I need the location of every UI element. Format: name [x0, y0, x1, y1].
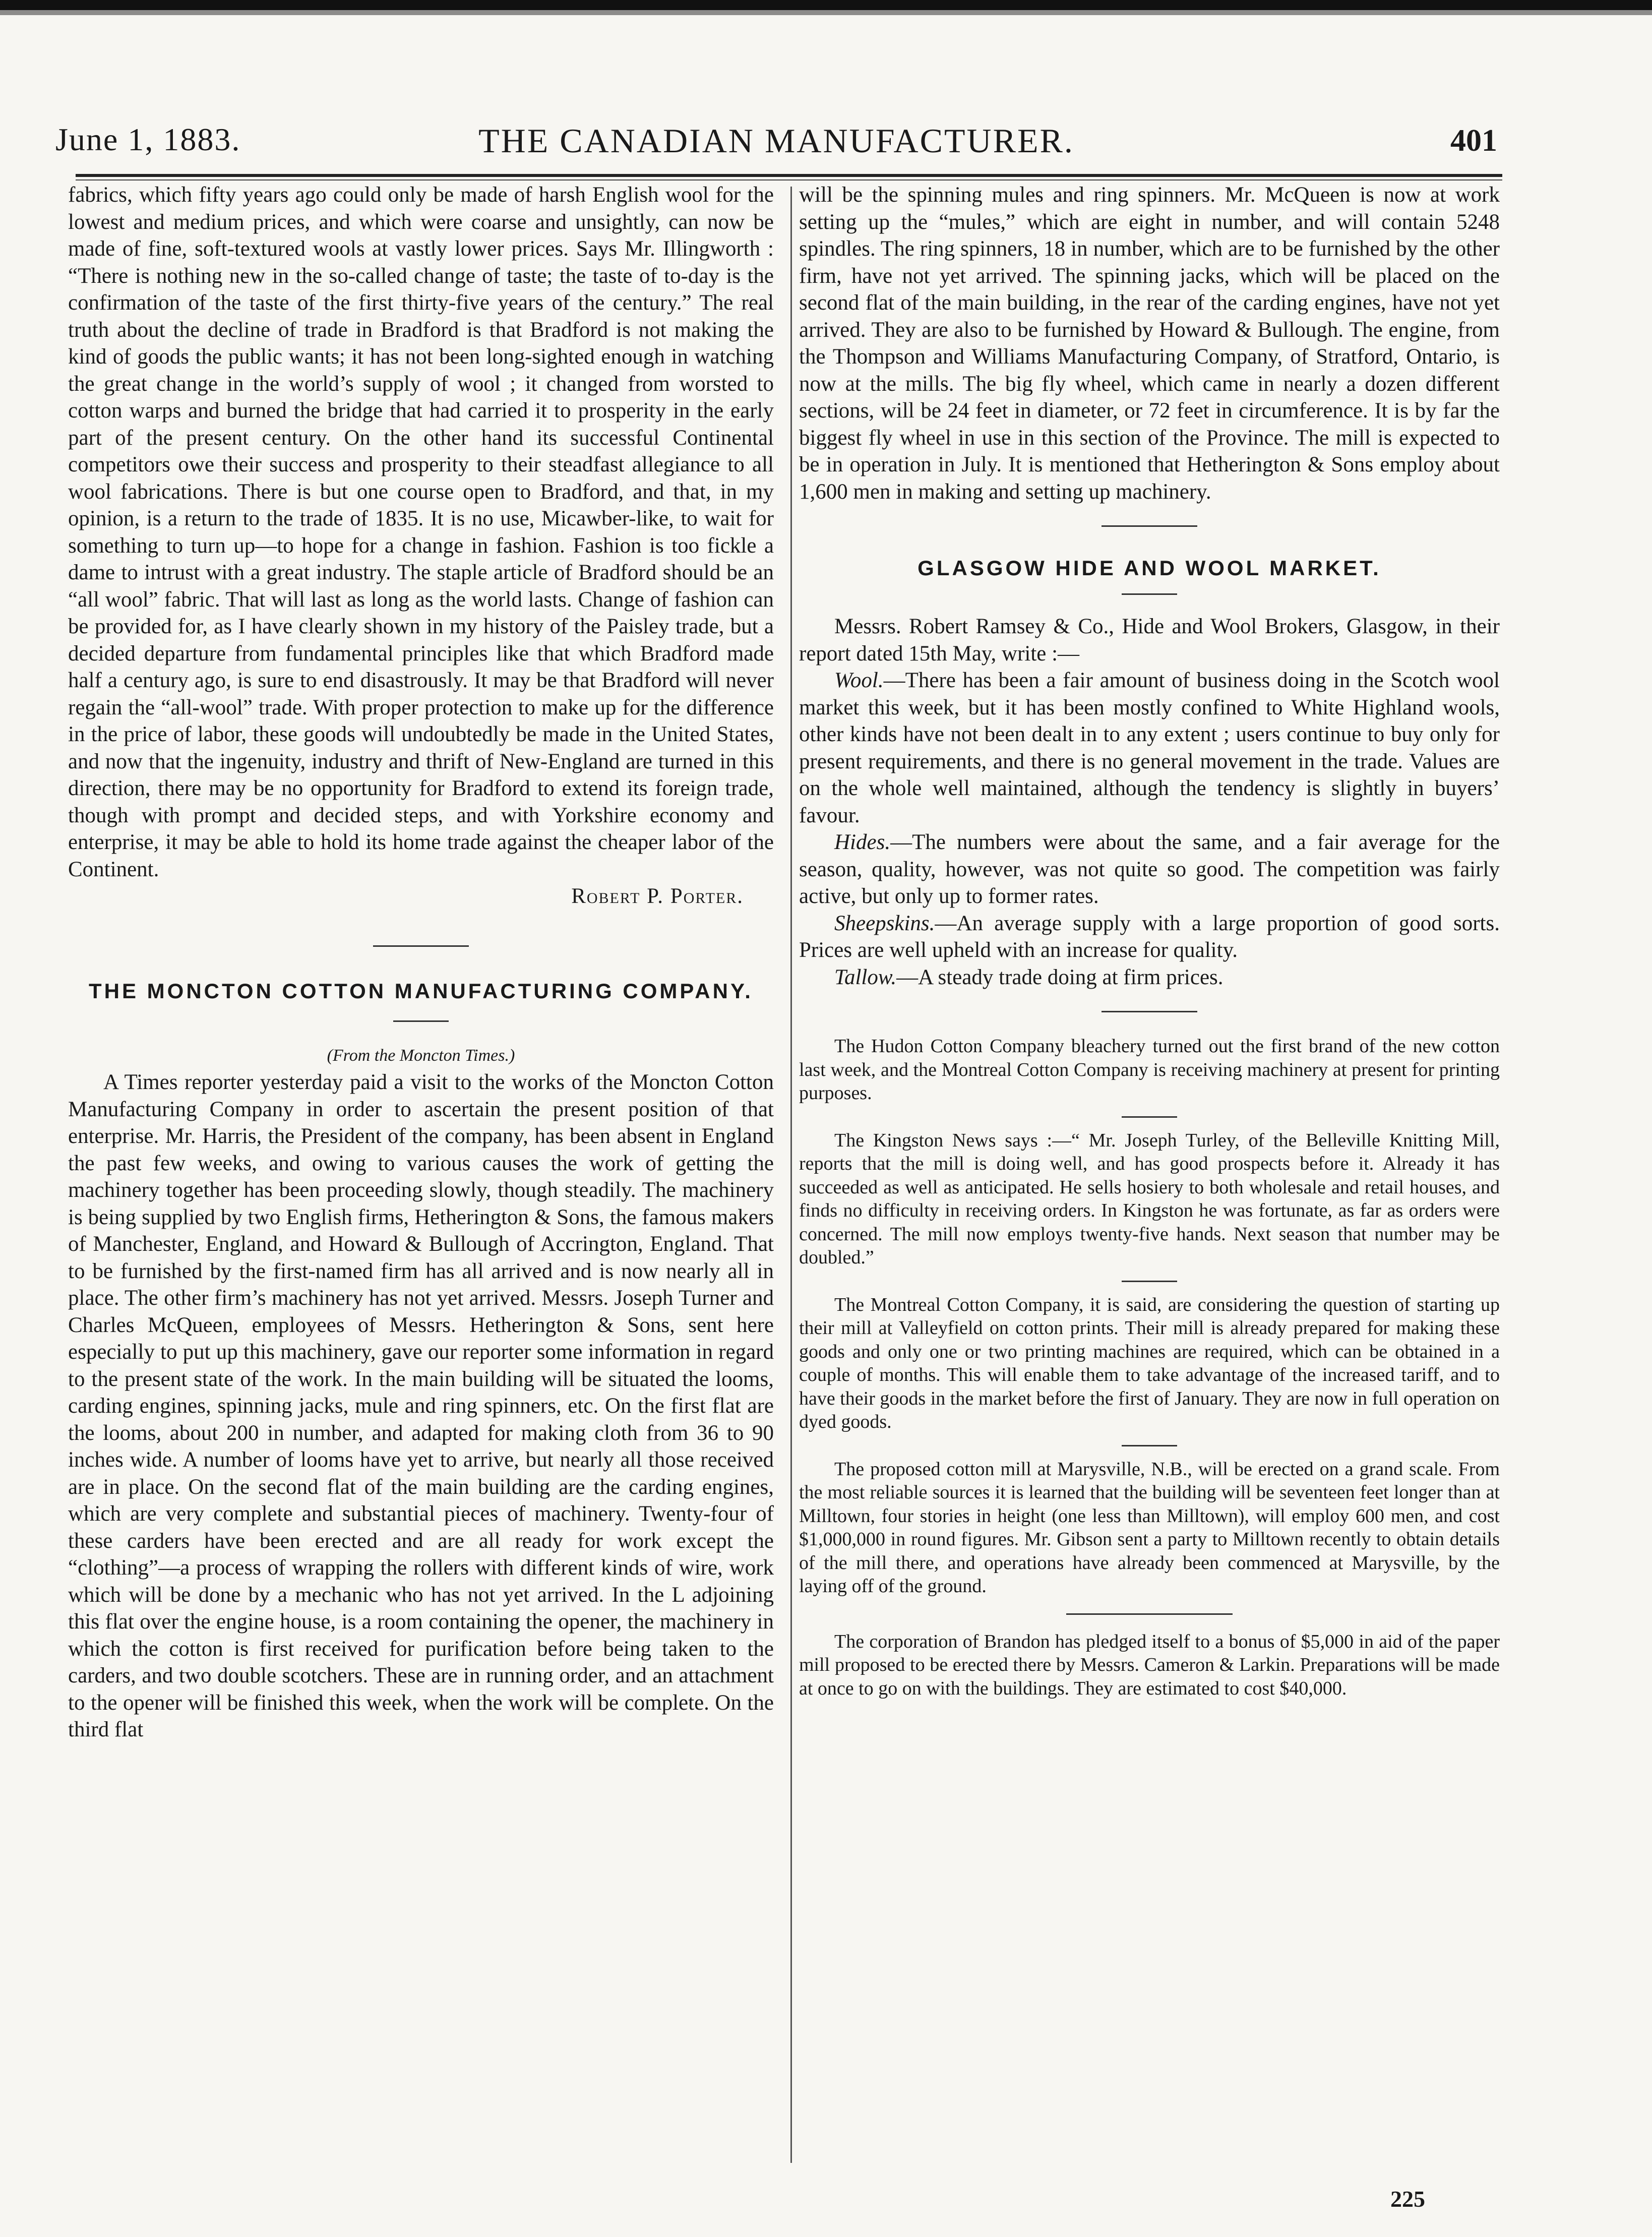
wool-label: Wool.	[834, 669, 884, 692]
top-border	[0, 0, 1652, 10]
page-header	[55, 116, 1497, 171]
wool-text: —There has been a fair amount of business doing in the Scotch wool market this week, but it has been mostly confined to White Highland wools, other kinds have not been dealt in to any extent ; users continue to buy only for present requirements, and there is no general movement in the trade. Values are on the whole well maintained, although the tendency is slightly in buyers’ favour.	[799, 669, 1500, 827]
hides-label: Hides.	[834, 830, 891, 854]
section-divider	[1102, 525, 1197, 527]
glasgow-intro: Messrs. Robert Ramsey & Co., Hide and Wool Brokers, Glasgow, in their report dated 15th May, write :—	[799, 615, 1500, 666]
wool-report	[799, 667, 1500, 829]
moncton-article-continued: will be the spinning mules and ring spinners. Mr. McQueen is now at work setting up the “mules,” which are eight in number, and will contain 5248 spindles. The ring spinners, 18 in number, which are to be furnished by the other firm, have not yet arrived. The spinning jacks, which will be placed on the second flat of the main building, in the rear of the carding engines, have not yet arrived. They are also to be furnished by Howard & Bullough. The engine, from the Thompson and Williams Manufacturing Company, of Stratford, Ontario, is now at the mills. The big fly wheel, which came in nearly a dozen different sections, will be 24 feet in diameter, or 72 feet in circumference. It is by far the biggest fly wheel in use in this section of the Province. The mill is expected to be in operation in July. It is mentioned that Hetherington & Sons employ about 1,600 men in making and setting up machinery.	[799, 183, 1500, 504]
tallow-label: Tallow.	[834, 965, 897, 989]
montreal-note: The Montreal Cotton Company, it is said, are considering the question of starting up their mill at Valleyfield on cotton prints. Their mill is already prepared for making these goods and only one or two printing machines are required, which can be obtained in a couple of months. This will enable them to take advantage of the increased tariff, and to have their goods in the market before the first of January. They are now in full operation on dyed goods.	[799, 1294, 1500, 1432]
brandon-note: The corporation of Brandon has pledged itself to a bonus of $5,000 in aid of the paper mill proposed to be erected there by Messrs. Cameron & Larkin. Preparations will be made at once to go on with the buildings. They are estimated to cost $40,000.	[799, 1630, 1500, 1699]
sheepskins-label: Sheepskins.	[834, 911, 935, 935]
column-separator	[790, 187, 792, 2163]
marysville-note: The proposed cotton mill at Marysville, N.B., will be erected on a grand scale. From the most reliable sources it is learned that the building will be seventeen feet longer than at Milltown, four stories in height (one less than Milltown), will employ 600 men, and cost $1,000,000 in round figures. Mr. Gibson sent a party to Milltown recently to obtain details of the mill there, and operations have already been commenced at Marysville, by the laying off of the ground.	[799, 1458, 1500, 1597]
publication-title: THE CANADIAN MANUFACTURER.	[478, 122, 1074, 160]
moncton-source: (From the Moncton Times.)	[327, 1046, 515, 1065]
section-divider	[1102, 1011, 1197, 1012]
hides-text: —The numbers were about the same, and a fair average for the season, quality, however, was not quite so good. The competition was fairly active, but only up to former rates.	[799, 830, 1500, 908]
issue-date: June 1, 1883.	[55, 122, 241, 157]
page-number: 401	[1450, 124, 1497, 158]
heading-rule	[393, 1020, 449, 1022]
sheepskins-text: —An average supply with a large proportion of good sorts. Prices are well upheld with an increase for quality.	[799, 911, 1500, 962]
note-divider	[1066, 1613, 1233, 1615]
heading-rule	[1122, 593, 1177, 595]
bradford-article-text: fabrics, which fifty years ago could only be made of harsh English wool for the lowest and medium prices, and which were coarse and unsightly, can now be made of fine, soft-textured wools at vastly lower prices. Says Mr. Illingworth : “There is nothing new in the so-called change of taste; the taste of to-day is the confirmation of the taste of the first thirty-five years of the century.” The real truth about the decline of trade in Bradford is that Bradford is not making the kind of goods the public wants; it has not been long-sighted enough in watching the great change in the world’s supply of wool ; it changed from worsted to cotton warps and burned the bridge that had carried it to prosperity in the early part of the present century. On the other hand its successful Continental competitors owe their success and prosperity to their steadfast allegiance to all wool fabrications. There is but one course open to Bradford, and that, in my opinion, is a return to the trade of 1835. It is no use, Micawber-like, to wait for something to turn up—to hope for a change in fashion. Fashion is too fickle a dame to intrust with a great industry. The staple article of Bradford should be an “all wool” fabric. That will last as long as the world lasts. Change of fashion can be provided for, as I have clearly shown in my history of the Paisley trade, but a decided departure from fundamental principles like that which Bradford made half a century ago, is sure to end disastrously. It may be that Bradford will never regain the “all-wool” trade. With proper protection to make up for the difference in the price of labor, these goods will undoubtedly be made in the United States, and now that the ingenuity, industry and thrift of New-England are turned in this direction, there may be no opportunity for Bradford to extend its foreign trade, though with prompt and decided steps, and with Yorkshire economy and enterprise, it may be able to hold its home trade against the cheaper labor of the Continent.	[68, 183, 774, 881]
hudon-note: The Hudon Cotton Company bleachery turned out the first brand of the new cotton last week, and the Montreal Cotton Company is receiving machinery at present for printing purposes.	[799, 1036, 1500, 1104]
sheepskins-report	[799, 910, 1500, 964]
header-rule-thin	[76, 179, 1502, 180]
hides-report	[799, 829, 1500, 910]
top-border-shadow	[0, 10, 1652, 15]
kingston-note: The Kingston News says :—“ Mr. Joseph Turley, of the Belleville Knitting Mill, reports that the mill is doing well, and has good prospects before it. Already it has succeeded as well as anticipated. He sells hosiery to both wholesale and retail houses, and finds no difficulty in receiving orders. In Kingston he was fortunate, as far as orders were concerned. The mill now employs twenty-five hands. Next season that number may be doubled.”	[799, 1129, 1500, 1268]
section-divider	[373, 945, 469, 947]
moncton-article-text: A Times reporter yesterday paid a visit to the works of the Moncton Cotton Manufacturing Company in order to ascertain the present position of that enterprise. Mr. Harris, the President of the company, has been absent in England the past few weeks, and owing to various causes the work of getting the machinery together has been proceeding slowly, though steadily. The machinery is being supplied by two English firms, Hetherington & Sons, the famous makers of Manchester, England, and Howard & Bullough of Accrington, England. That to be furnished by the first-named firm has all arrived and is now nearly all in place. The other firm’s machinery has not yet arrived. Messrs. Joseph Turner and Charles McQueen, employees of Messrs. Hetherington & Sons, sent here especially to put up this machinery, gave our reporter some information in regard to the present state of the work. In the main building will be situated the looms, carding engines, spinning jacks, mule and ring spinners, etc. On the first flat are the looms, about 200 in number, and adapted for making cloth from 36 to 90 inches wide. A number of looms have yet to arrive, but nearly all those received are in place. On the second flat of the main building are the carding engines, which are very complete and substantial pieces of machinery. Twenty-four of these carders have been erected and are all ready for work except the “clothing”—a process of wrapping the rollers with different kinds of wire, work which will be done by a mechanic who has not yet arrived. In the L adjoining this flat over the engine house, is a room containing the opener, the machinery in which the cotton is first received for purification before being taken to the carders, and two double scotchers. These are in running order, and an attachment to the opener will be finished this week, when the work will be complete. On the third flat	[68, 1070, 774, 1741]
right-column	[799, 182, 1500, 1700]
glasgow-heading: GLASGOW HIDE AND WOOL MARKET.	[917, 556, 1381, 580]
note-divider	[1122, 1445, 1177, 1446]
note-divider	[1122, 1116, 1177, 1118]
tallow-report	[799, 964, 1500, 991]
sheet-number: 225	[1390, 2186, 1425, 2212]
tallow-text: —A steady trade doing at firm prices.	[896, 965, 1223, 989]
article-signature: Robert P. Porter.	[571, 884, 744, 908]
note-divider	[1122, 1281, 1177, 1282]
moncton-heading: THE MONCTON COTTON MANUFACTURING COMPANY.	[89, 979, 753, 1003]
header-rule	[76, 174, 1502, 177]
left-column	[68, 182, 774, 1743]
